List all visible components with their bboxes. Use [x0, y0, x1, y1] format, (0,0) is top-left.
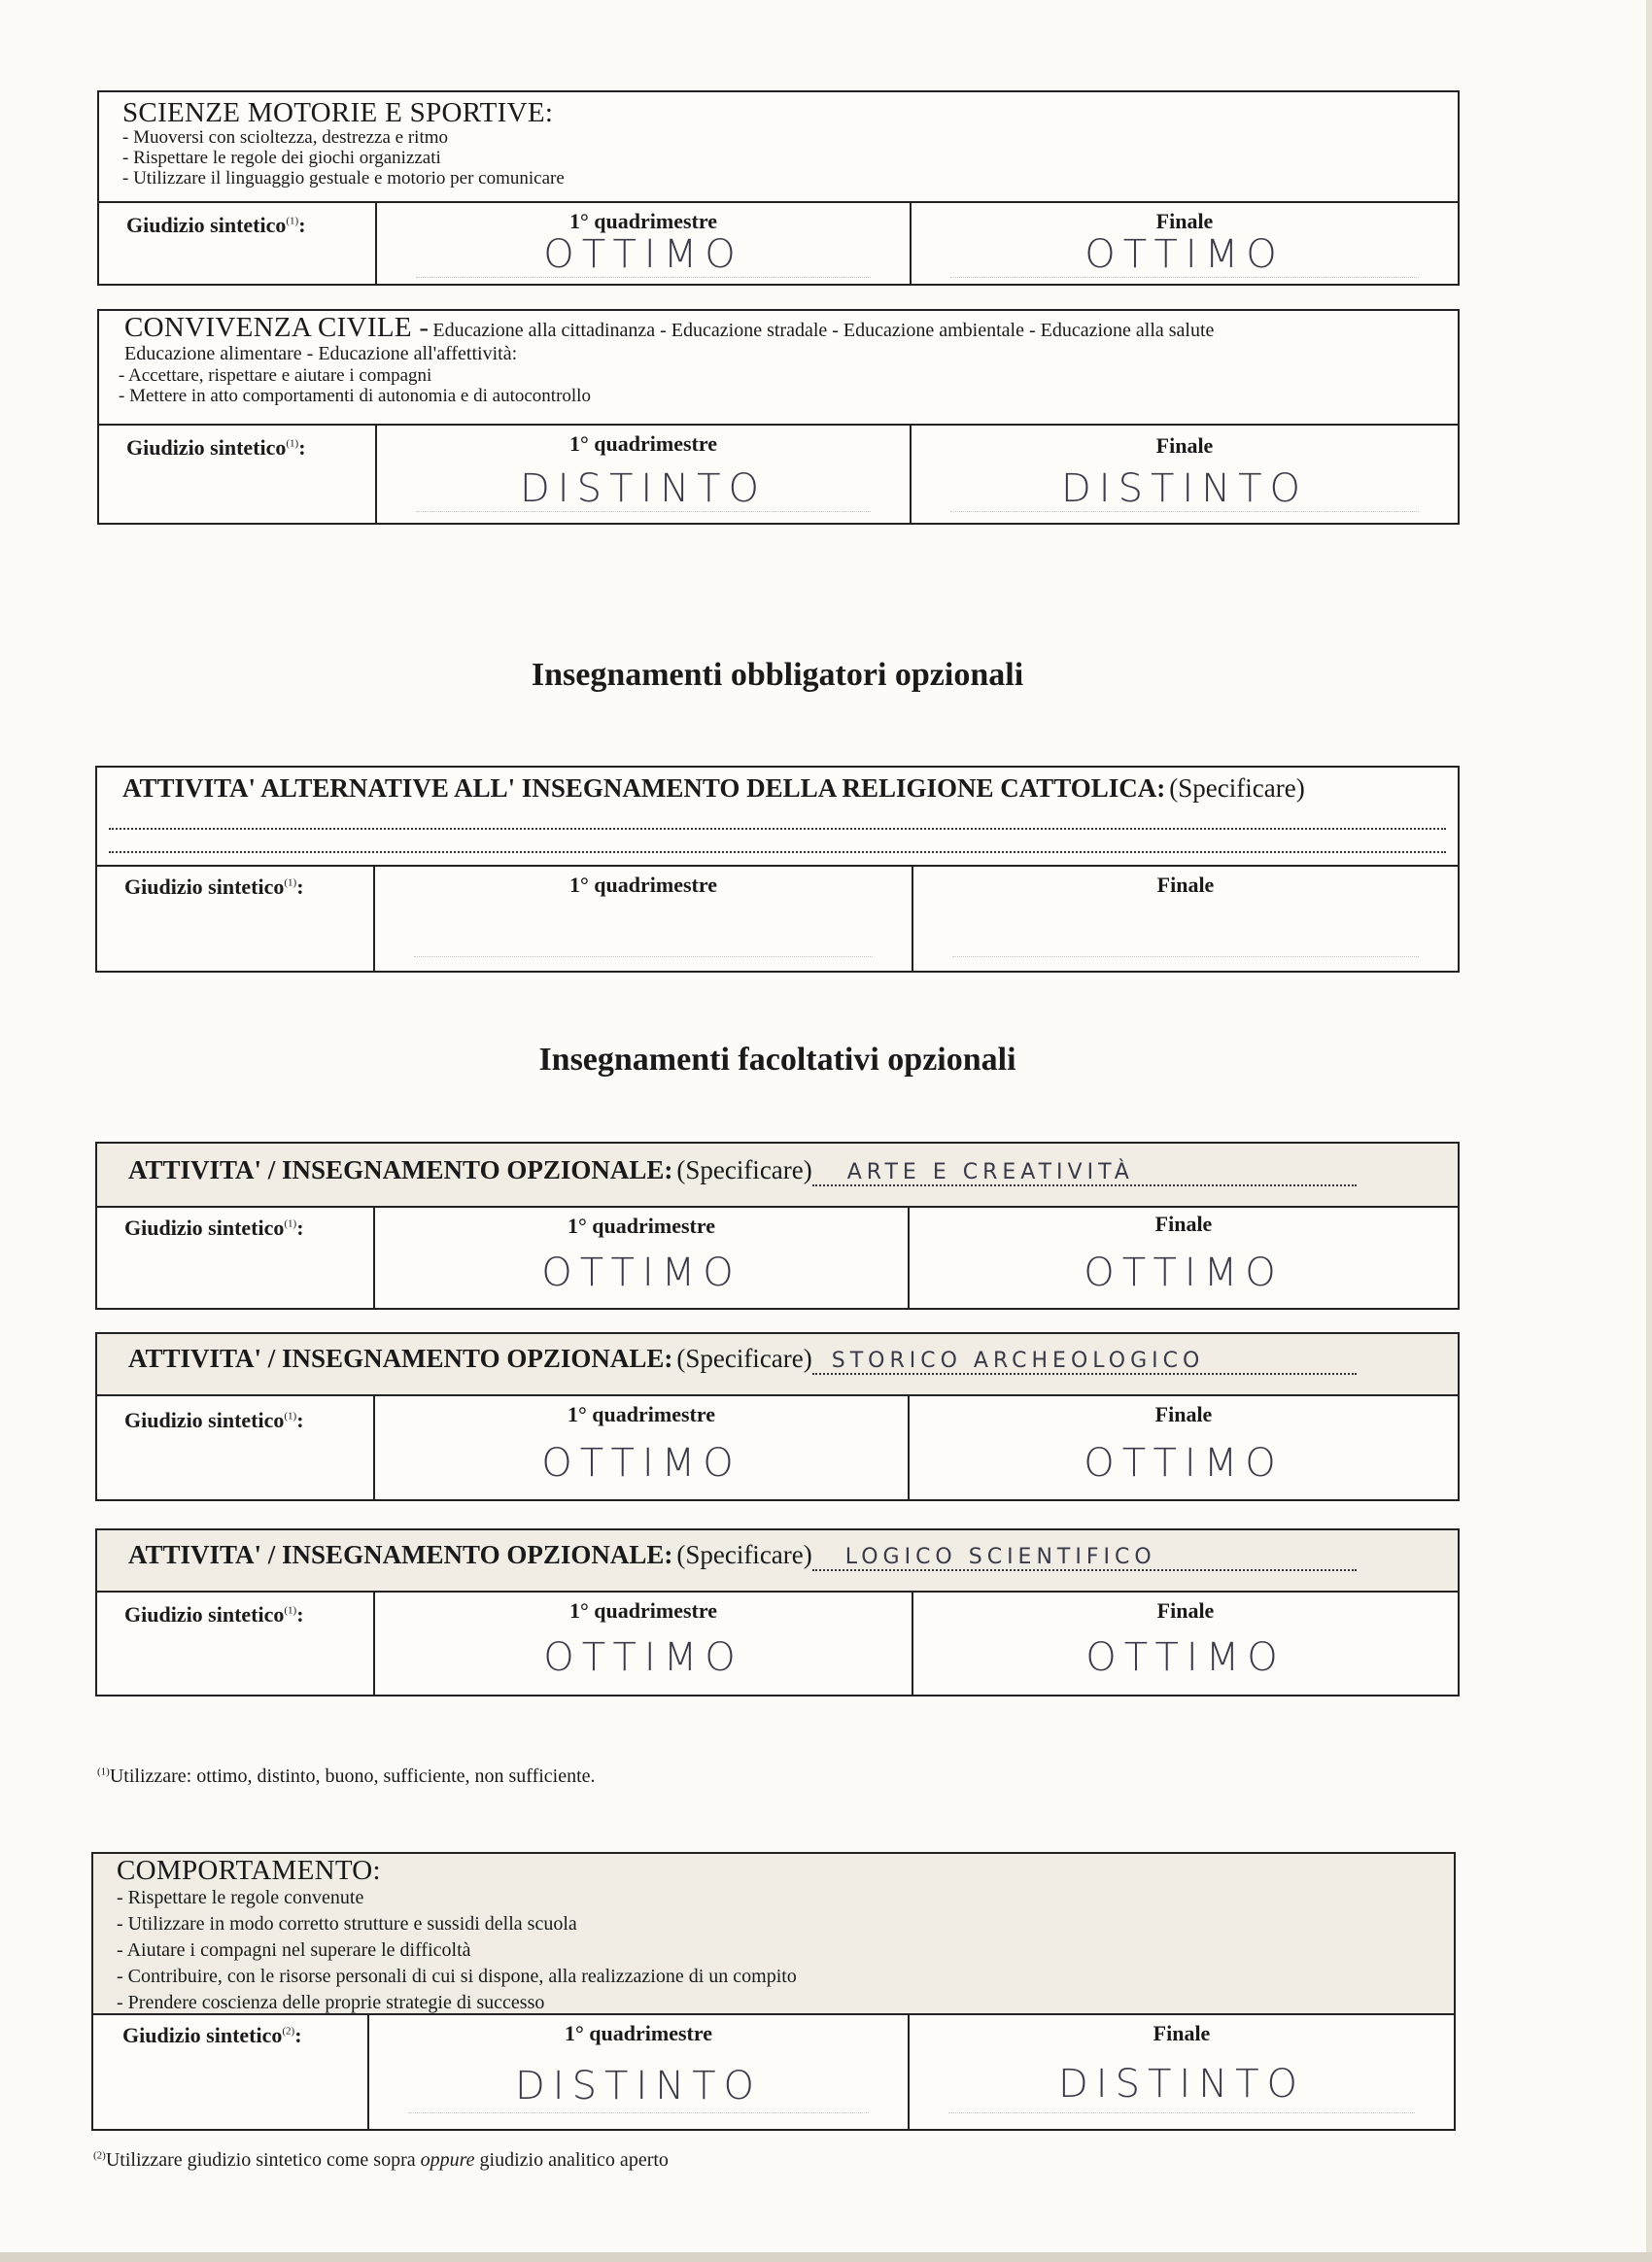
q1-grade: OTTIMO — [543, 232, 743, 277]
grade-row — [97, 1208, 1458, 1308]
final-header: Finale — [1155, 209, 1214, 233]
write-line — [950, 277, 1419, 278]
q1-header: 1° quadrimestre — [568, 1214, 715, 1238]
q1-header: 1° quadrimestre — [568, 1402, 715, 1426]
giudizio-label: Giudizio sintetico$^{(1)}$: — [124, 1602, 304, 1627]
final-cell[interactable] — [910, 2015, 1454, 2129]
scienze-title: SCIENZE MOTORIE E SPORTIVE: — [122, 97, 554, 128]
convivenza-header — [99, 311, 1458, 426]
specify-label: (Specificare) — [676, 1155, 812, 1184]
objective-item: - Utilizzare il linguaggio gestuale e motorio per comunicare — [122, 168, 1458, 188]
final-header: Finale — [1156, 873, 1215, 897]
q1-header: 1° quadrimestre — [565, 2021, 712, 2045]
activity-value: LOGICO SCIENTIFICO — [844, 1545, 1156, 1569]
final-cell[interactable] — [912, 426, 1458, 523]
giudizio-label: Giudizio sintetico$^{(1)}$: — [124, 1216, 304, 1240]
giudizio-label: Giudizio sintetico$^{(1)}$: — [126, 435, 306, 460]
alternative-title: ATTIVITA' ALTERNATIVE ALL' INSEGNAMENTO DELLA RELIGIONE CATTOLICA: — [122, 773, 1166, 803]
footnote-1: $^{(1)}$Utilizzare: ottimo, distinto, buono, sufficiente, non sufficiente. — [97, 1765, 596, 1787]
label-cell — [97, 867, 375, 971]
comportamento-header — [93, 1854, 1454, 2015]
comportamento-box — [91, 1852, 1456, 2131]
objective-item: - Rispettare le regole convenute — [117, 1885, 1454, 1911]
objective-item: - Contribuire, con le risorse personali di cui si dispone, alla realizzazione di un compito — [117, 1964, 1454, 1990]
activity-line — [812, 1160, 1357, 1186]
convivenza-subtitle: Educazione alla cittadinanza - Educazione stradale - Educazione ambientale - Educazione alla salute — [432, 320, 1215, 341]
opzionale-box-2 — [95, 1332, 1460, 1501]
q1-cell[interactable] — [377, 426, 912, 523]
dotted-line — [109, 851, 1446, 853]
opzionale-box-3 — [95, 1528, 1460, 1696]
activity-value: ARTE E CREATIVITÀ — [846, 1160, 1134, 1184]
final-grade: DISTINTO — [1057, 2062, 1306, 2107]
final-cell[interactable] — [913, 867, 1458, 971]
q1-grade: OTTIMO — [543, 1635, 743, 1680]
scan-bottom-edge — [0, 2252, 1652, 2262]
write-line — [416, 277, 871, 278]
grade-row — [97, 867, 1458, 971]
final-header: Finale — [1153, 2021, 1211, 2045]
final-cell[interactable] — [910, 1208, 1458, 1308]
write-line — [416, 511, 871, 512]
q1-grade: OTTIMO — [541, 1441, 741, 1486]
opzionale-header — [97, 1144, 1458, 1208]
q1-header: 1° quadrimestre — [569, 1598, 717, 1623]
final-header: Finale — [1154, 1212, 1213, 1236]
alternative-header — [97, 768, 1458, 867]
convivenza-item: - Accettare, rispettare e aiutare i compagni — [119, 365, 432, 386]
activity-line — [812, 1545, 1357, 1571]
q1-cell[interactable] — [375, 1396, 910, 1499]
objective-item: - Muoversi con scioltezza, destrezza e ritmo — [122, 127, 1458, 148]
opzionale-title: ATTIVITA' / INSEGNAMENTO OPZIONALE: — [128, 1540, 673, 1569]
label-cell — [99, 426, 377, 523]
convivenza-subtitle-2: Educazione alimentare - Educazione all'affettività: — [124, 343, 518, 364]
opzionale-title: ATTIVITA' / INSEGNAMENTO OPZIONALE: — [128, 1155, 673, 1184]
section-title-facoltativi: Insegnamenti facoltativi opzionali — [538, 1042, 1016, 1078]
objective-item: - Utilizzare in modo corretto strutture e sussidi della scuola — [117, 1911, 1454, 1937]
write-line — [952, 956, 1419, 957]
q1-grade: DISTINTO — [519, 466, 768, 511]
grade-row — [93, 2015, 1454, 2129]
objective-item: - Rispettare le regole dei giochi organizzati — [122, 148, 1458, 168]
scienze-header — [99, 92, 1458, 203]
specify-label: (Specificare) — [676, 1344, 812, 1373]
giudizio-label: Giudizio sintetico$^{(1)}$: — [124, 1408, 304, 1432]
grade-row — [99, 426, 1458, 523]
section-title-obbligatori: Insegnamenti obbligatori opzionali — [531, 657, 1024, 693]
opzionale-header — [97, 1530, 1458, 1593]
write-line — [948, 2112, 1415, 2113]
final-header: Finale — [1155, 433, 1214, 458]
q1-cell[interactable] — [369, 2015, 910, 2129]
write-line — [408, 2112, 869, 2113]
objective-item: - Aiutare i compagni nel superare le difficoltà — [117, 1937, 1454, 1964]
opzionale-header — [97, 1334, 1458, 1396]
final-grade: DISTINTO — [1060, 466, 1309, 511]
convivenza-item: - Mettere in atto comportamenti di autonomia e di autocontrollo — [119, 386, 591, 406]
label-cell — [93, 2015, 369, 2129]
final-cell[interactable] — [910, 1396, 1458, 1499]
q1-grade: DISTINTO — [514, 2064, 763, 2108]
comportamento-title: COMPORTAMENTO: — [117, 1855, 381, 1886]
final-header: Finale — [1154, 1402, 1213, 1426]
q1-cell[interactable] — [377, 203, 912, 284]
write-line — [950, 511, 1419, 512]
scienze-objectives — [122, 127, 1458, 188]
giudizio-label: Giudizio sintetico$^{(2)}$: — [122, 2023, 302, 2047]
specify-label: (Specificare) — [676, 1540, 812, 1569]
label-cell — [97, 1593, 375, 1695]
dotted-line — [109, 828, 1446, 830]
final-cell[interactable] — [912, 203, 1458, 284]
opzionale-box-1 — [95, 1142, 1460, 1310]
specify-label: (Specificare) — [1169, 773, 1305, 803]
q1-header: 1° quadrimestre — [569, 431, 717, 456]
q1-grade: OTTIMO — [541, 1251, 741, 1295]
q1-cell[interactable] — [375, 867, 913, 971]
activity-value: STORICO ARCHEOLOGICO — [831, 1349, 1205, 1373]
q1-header: 1° quadrimestre — [569, 873, 717, 897]
q1-cell[interactable] — [375, 1208, 910, 1308]
giudizio-label: Giudizio sintetico$^{(1)}$: — [124, 874, 304, 899]
footnote-2: $^{(2)}$Utilizzare giudizio sintetico come sopra oppure giudizio analitico aperto — [93, 2149, 669, 2171]
final-cell[interactable] — [913, 1593, 1458, 1695]
label-cell — [97, 1396, 375, 1499]
final-header: Finale — [1156, 1598, 1215, 1623]
giudizio-label: Giudizio sintetico$^{(1)}$: — [126, 213, 306, 237]
scienze-motorie-box — [97, 90, 1460, 286]
q1-header: 1° quadrimestre — [569, 209, 717, 233]
opzionale-title: ATTIVITA' / INSEGNAMENTO OPZIONALE: — [128, 1344, 673, 1373]
grade-row — [99, 203, 1458, 284]
final-grade: OTTIMO — [1084, 1251, 1284, 1295]
label-cell — [97, 1208, 375, 1308]
page-edge — [1646, 0, 1652, 2262]
comportamento-objectives — [117, 1885, 1454, 2016]
objective-item: - Prendere coscienza delle proprie strategie di successo — [117, 1990, 1454, 2016]
convivenza-box — [97, 309, 1460, 525]
final-grade: OTTIMO — [1085, 1635, 1286, 1680]
label-cell — [99, 203, 377, 284]
convivenza-title: CONVIVENZA CIVILE - — [124, 312, 430, 343]
final-grade: OTTIMO — [1084, 1441, 1284, 1486]
grade-row — [97, 1396, 1458, 1499]
grade-row — [97, 1593, 1458, 1695]
final-grade: OTTIMO — [1084, 232, 1285, 277]
q1-cell[interactable] — [375, 1593, 913, 1695]
alternative-box — [95, 766, 1460, 973]
write-line — [414, 956, 873, 957]
activity-line — [812, 1349, 1357, 1375]
